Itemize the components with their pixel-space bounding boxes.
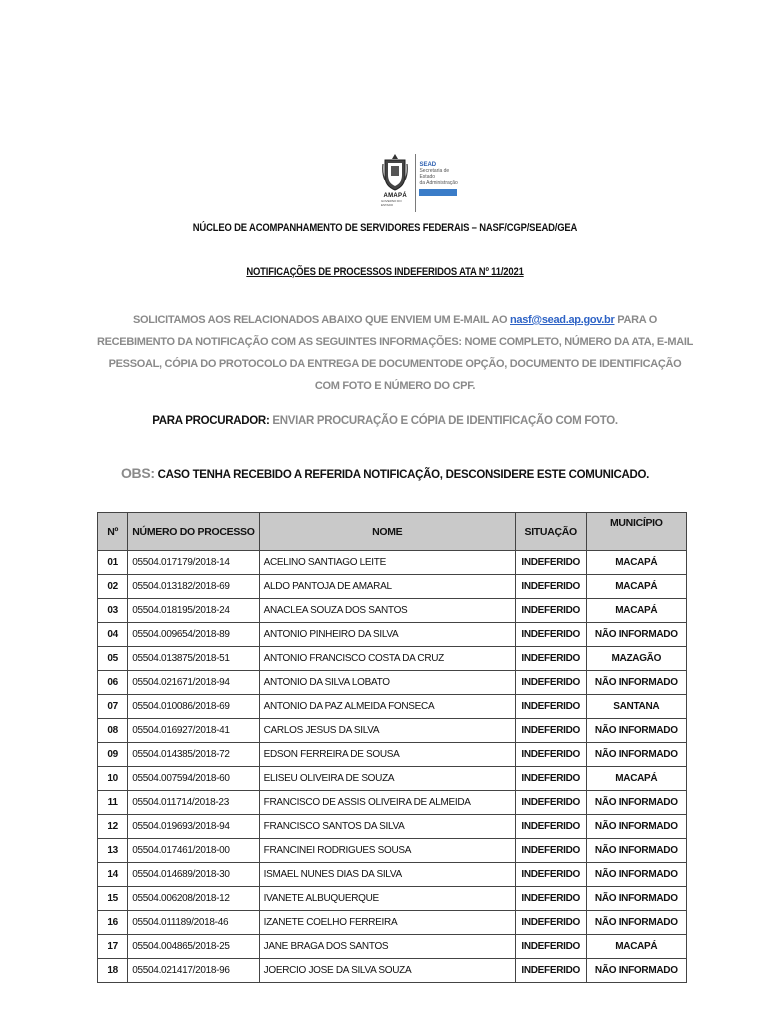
cell-process: 05504.013182/2018-69 — [128, 575, 259, 599]
table-row — [98, 647, 687, 671]
cell-municipality: MACAPÁ — [586, 575, 686, 599]
obs-line — [0, 465, 770, 481]
cell-number: 18 — [98, 959, 128, 983]
cell-name: CARLOS JESUS DA SILVA — [259, 719, 515, 743]
cell-municipality: MACAPÁ — [586, 767, 686, 791]
table-row — [98, 575, 687, 599]
cell-municipality: NÃO INFORMADO — [586, 863, 686, 887]
cell-municipality: NÃO INFORMADO — [586, 791, 686, 815]
cell-number: 05 — [98, 647, 128, 671]
notice-text-after: PARA O RECEBIMENTO DA NOTIFICAÇÃO COM AS SEGUINTES INFORMAÇÕES: NOME COMPLETO, NÚMERO DA ATA, E-MAIL PESSOAL, CÓPIA DO PROTOCOLO DA ENTREGA DE DOCUMENTODE OPÇÃO, DOCUMENTO DE IDENTIFICAÇÃO COM FOTO E NÚMERO DO CPF. — [96, 314, 694, 392]
cell-number: 11 — [98, 791, 128, 815]
cell-process: 05504.011189/2018-46 — [128, 911, 259, 935]
cell-process: 05504.014385/2018-72 — [128, 743, 259, 767]
cell-process: 05504.009654/2018-89 — [128, 623, 259, 647]
table-row — [98, 551, 687, 575]
procurador-line — [0, 415, 770, 427]
table-row — [98, 911, 687, 935]
table-row — [98, 791, 687, 815]
cell-status: INDEFERIDO — [515, 959, 586, 983]
cell-process: 05504.011714/2018-23 — [128, 791, 259, 815]
cell-municipality: NÃO INFORMADO — [586, 719, 686, 743]
cell-number: 13 — [98, 839, 128, 863]
cell-status: INDEFERIDO — [515, 815, 586, 839]
processes-table — [97, 512, 687, 983]
cell-number: 03 — [98, 599, 128, 623]
cell-number: 14 — [98, 863, 128, 887]
sead-logo — [415, 154, 461, 212]
table-row — [98, 815, 687, 839]
cell-name: EDSON FERREIRA DE SOUSA — [259, 743, 515, 767]
notice-paragraph — [95, 309, 695, 397]
table-row — [98, 863, 687, 887]
cell-status: INDEFERIDO — [515, 623, 586, 647]
cell-status: INDEFERIDO — [515, 863, 586, 887]
cell-name: ANACLEA SOUZA DOS SANTOS — [259, 599, 515, 623]
cell-name: IZANETE COELHO FERREIRA — [259, 911, 515, 935]
table-row — [98, 695, 687, 719]
cell-municipality: NÃO INFORMADO — [586, 911, 686, 935]
cell-process: 05504.014689/2018-30 — [128, 863, 259, 887]
coat-of-arms-icon — [382, 154, 408, 192]
table-row — [98, 887, 687, 911]
cell-status: INDEFERIDO — [515, 575, 586, 599]
sead-logo-bar — [419, 189, 457, 196]
cell-number: 02 — [98, 575, 128, 599]
cell-name: ELISEU OLIVEIRA DE SOUZA — [259, 767, 515, 791]
cell-name: FRANCINEI RODRIGUES SOUSA — [259, 839, 515, 863]
cell-name: ANTONIO DA SILVA LOBATO — [259, 671, 515, 695]
cell-status: INDEFERIDO — [515, 887, 586, 911]
table-body — [98, 551, 687, 983]
obs-label: OBS: — [120, 465, 155, 481]
table-header-row — [98, 513, 687, 551]
cell-process: 05504.004865/2018-25 — [128, 935, 259, 959]
cell-status: INDEFERIDO — [515, 911, 586, 935]
table-row — [98, 719, 687, 743]
cell-process: 05504.021671/2018-94 — [128, 671, 259, 695]
table-row — [98, 599, 687, 623]
procurador-label: PARA PROCURADOR — [152, 415, 266, 427]
table-row — [98, 935, 687, 959]
column-header-status: SITUAÇÃO — [515, 513, 586, 551]
cell-process: 05504.017461/2018-00 — [128, 839, 259, 863]
cell-municipality: NÃO INFORMADO — [586, 671, 686, 695]
cell-municipality: MACAPÁ — [586, 935, 686, 959]
document-title: NÚCLEO DE ACOMPANHAMENTO DE SERVIDORES FEDERAIS – NASF/CGP/SEAD/GEA — [192, 222, 578, 234]
cell-name: ANTONIO PINHEIRO DA SILVA — [259, 623, 515, 647]
email-link[interactable]: nasf@sead.ap.gov.br — [510, 314, 615, 326]
cell-status: INDEFERIDO — [515, 791, 586, 815]
cell-municipality: NÃO INFORMADO — [586, 743, 686, 767]
cell-municipality: SANTANA — [586, 695, 686, 719]
cell-status: INDEFERIDO — [515, 551, 586, 575]
cell-process: 05504.017179/2018-14 — [128, 551, 259, 575]
cell-status: INDEFERIDO — [515, 719, 586, 743]
cell-number: 06 — [98, 671, 128, 695]
logo-state-sub: GOVERNO DO ESTADO — [381, 199, 402, 207]
cell-number: 09 — [98, 743, 128, 767]
cell-status: INDEFERIDO — [515, 743, 586, 767]
cell-name: ALDO PANTOJA DE AMARAL — [259, 575, 515, 599]
sead-logo-line-1: Secretaria de Estado — [419, 168, 450, 180]
table-row — [98, 767, 687, 791]
sead-logo-line-2: da Administração — [419, 180, 458, 186]
cell-number: 10 — [98, 767, 128, 791]
cell-number: 04 — [98, 623, 128, 647]
cell-number: 07 — [98, 695, 128, 719]
cell-process: 05504.018195/2018-24 — [128, 599, 259, 623]
cell-municipality: NÃO INFORMADO — [586, 959, 686, 983]
cell-name: FRANCISCO DE ASSIS OLIVEIRA DE ALMEIDA — [259, 791, 515, 815]
table-row — [98, 743, 687, 767]
cell-process: 05504.007594/2018-60 — [128, 767, 259, 791]
cell-name: ISMAEL NUNES DIAS DA SILVA — [259, 863, 515, 887]
cell-number: 12 — [98, 815, 128, 839]
document-subtitle: NOTIFICAÇÕES DE PROCESSOS INDEFERIDOS ATA Nº 11/2021 — [246, 266, 524, 278]
cell-number: 15 — [98, 887, 128, 911]
table-row — [98, 959, 687, 983]
column-header-name: NOME — [259, 513, 515, 551]
column-header-process: NÚMERO DO PROCESSO — [128, 513, 259, 551]
cell-process: 05504.010086/2018-69 — [128, 695, 259, 719]
cell-name: FRANCISCO SANTOS DA SILVA — [259, 815, 515, 839]
cell-status: INDEFERIDO — [515, 671, 586, 695]
cell-number: 01 — [98, 551, 128, 575]
cell-number: 17 — [98, 935, 128, 959]
cell-name: IVANETE ALBUQUERQUE — [259, 887, 515, 911]
column-header-municipality: MUNICÍPIO — [586, 513, 686, 551]
table-row — [98, 623, 687, 647]
cell-process: 05504.019693/2018-94 — [128, 815, 259, 839]
cell-name: JOERCIO JOSE DA SILVA SOUZA — [259, 959, 515, 983]
table-row — [98, 839, 687, 863]
cell-process: 05504.016927/2018-41 — [128, 719, 259, 743]
cell-municipality: MACAPÁ — [586, 551, 686, 575]
cell-number: 08 — [98, 719, 128, 743]
cell-process: 05504.006208/2018-12 — [128, 887, 259, 911]
cell-name: ANTONIO FRANCISCO COSTA DA CRUZ — [259, 647, 515, 671]
cell-municipality: NÃO INFORMADO — [586, 815, 686, 839]
cell-municipality: NÃO INFORMADO — [586, 839, 686, 863]
column-header-number: Nº — [98, 513, 128, 551]
cell-name: ANTONIO DA PAZ ALMEIDA FONSECA — [259, 695, 515, 719]
cell-status: INDEFERIDO — [515, 647, 586, 671]
cell-municipality: NÃO INFORMADO — [586, 887, 686, 911]
cell-status: INDEFERIDO — [515, 599, 586, 623]
header-logos — [381, 154, 461, 218]
amapa-coat-of-arms-logo — [381, 154, 409, 212]
cell-process: 05504.013875/2018-51 — [128, 647, 259, 671]
cell-status: INDEFERIDO — [515, 767, 586, 791]
cell-name: ACELINO SANTIAGO LEITE — [259, 551, 515, 575]
cell-name: JANE BRAGA DOS SANTOS — [259, 935, 515, 959]
cell-status: INDEFERIDO — [515, 935, 586, 959]
procurador-text: ENVIAR PROCURAÇÃO E CÓPIA DE IDENTIFICAÇÃO COM FOTO. — [269, 415, 618, 427]
cell-number: 16 — [98, 911, 128, 935]
sead-logo-title: SEAD — [419, 162, 437, 168]
cell-municipality: MAZAGÃO — [586, 647, 686, 671]
cell-status: INDEFERIDO — [515, 695, 586, 719]
table-row — [98, 671, 687, 695]
cell-municipality: MACAPÁ — [586, 599, 686, 623]
cell-status: INDEFERIDO — [515, 839, 586, 863]
procurador-colon: : — [265, 415, 270, 427]
cell-process: 05504.021417/2018-96 — [128, 959, 259, 983]
notice-text-before: SOLICITAMOS AOS RELACIONADOS ABAIXO QUE ENVIEM UM E-MAIL AO — [133, 314, 510, 326]
obs-text: CASO TENHA RECEBIDO A REFERIDA NOTIFICAÇÃO, DESCONSIDERE ESTE COMUNICADO. — [154, 469, 650, 481]
logo-state-name: AMAPÁ — [383, 193, 407, 199]
cell-municipality: NÃO INFORMADO — [586, 623, 686, 647]
